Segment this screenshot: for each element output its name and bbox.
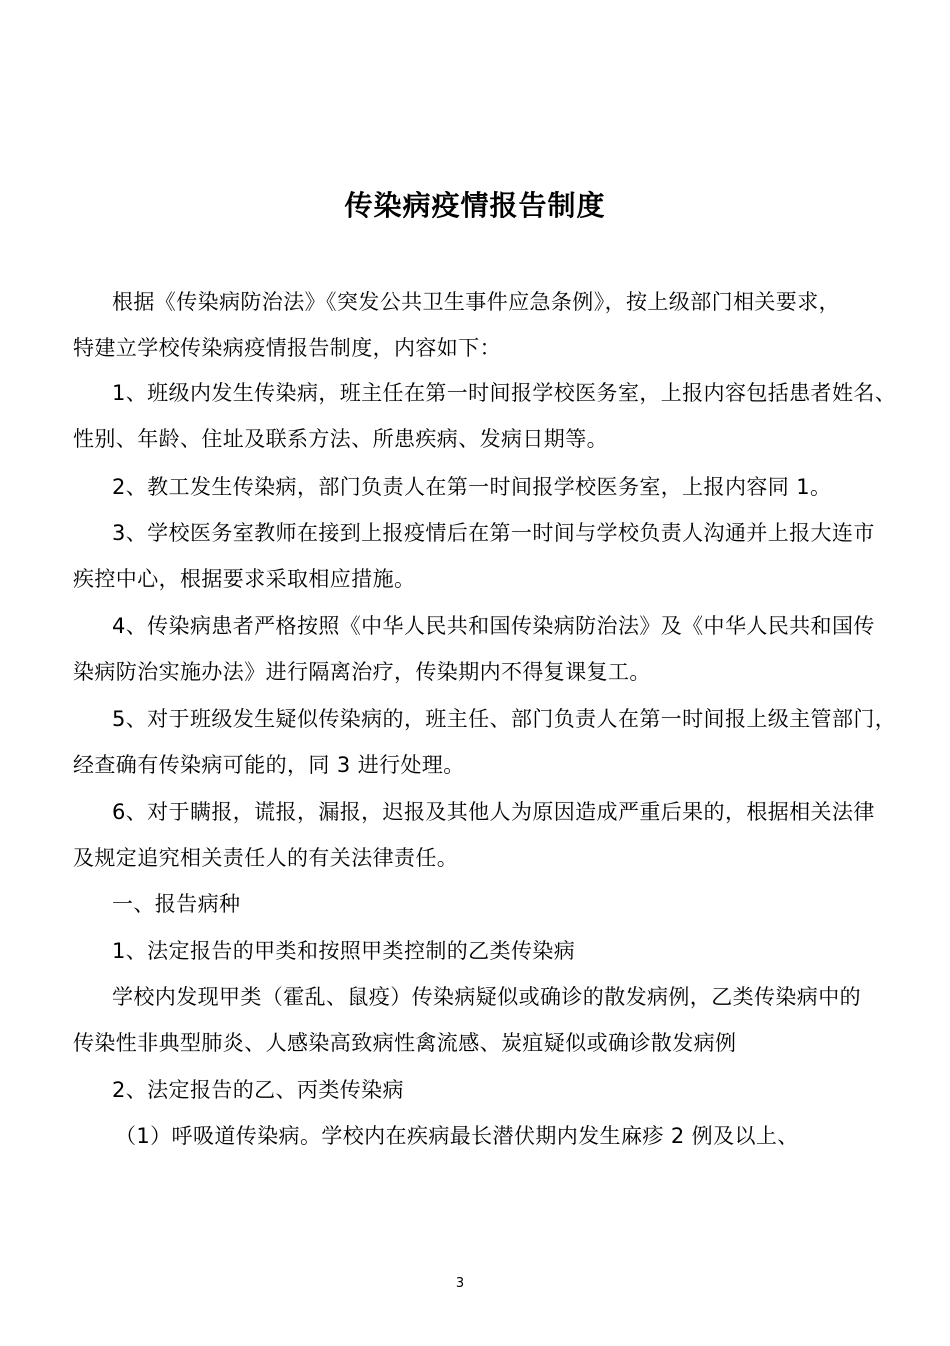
body-text-line: 染病防治实施办法》进行隔离治疗，传染期内不得复课复工。	[73, 660, 651, 684]
body-text-line: 根据《传染病防治法》《突发公共卫生事件应急条例》，按上级部门相关要求，	[112, 290, 840, 314]
body-text-line: 6、对于瞒报，谎报，漏报，迟报及其他人为原因造成严重后果的，根据相关法律	[112, 800, 875, 824]
body-text-line: 学校内发现甲类（霍乱、鼠疫）传染病疑似或确诊的散发病例，乙类传染病中的	[112, 985, 861, 1009]
subsection-heading: 2、法定报告的乙、丙类传染病	[112, 1078, 404, 1102]
body-text-line: 经查确有传染病可能的，同 3 进行处理。	[73, 753, 465, 777]
page-number: 3	[455, 1276, 465, 1291]
body-text-line: 及规定追究相关责任人的有关法律责任。	[73, 846, 459, 870]
document-title: 传染病疫情报告制度	[344, 189, 606, 222]
body-text-line: 性别、年龄、住址及联系方法、所患疾病、发病日期等。	[73, 427, 608, 451]
subsection-heading: 1、法定报告的甲类和按照甲类控制的乙类传染病	[112, 939, 576, 963]
body-text-line: 4、传染病患者严格按照《中华人民共和国传染病防治法》及《中华人民共和国传	[112, 614, 875, 638]
body-text-line: 2、教工发生传染病，部门负责人在第一时间报学校医务室，上报内容同 1。	[112, 475, 832, 499]
body-text-line: （1）呼吸道传染病。学校内在疾病最长潜伏期内发生麻疹 2 例及以上、	[115, 1124, 799, 1148]
body-text-line: 3、学校医务室教师在接到上报疫情后在第一时间与学校负责人沟通并上报大连市	[112, 521, 875, 545]
section-heading: 一、报告病种	[112, 892, 241, 916]
body-text-line: 疾控中心，根据要求采取相应措施。	[73, 567, 416, 591]
body-text-line: 传染性非典型肺炎、人感染高致病性禽流感、炭疽疑似或确诊散发病例	[73, 1031, 737, 1055]
body-text-line: 1、班级内发生传染病，班主任在第一时间报学校医务室，上报内容包括患者姓名、	[112, 381, 897, 405]
body-text-line: 5、对于班级发生疑似传染病的，班主任、部门负责人在第一时间报上级主管部门，	[112, 707, 897, 731]
body-text-line: 特建立学校传染病疫情报告制度，内容如下：	[73, 336, 501, 360]
